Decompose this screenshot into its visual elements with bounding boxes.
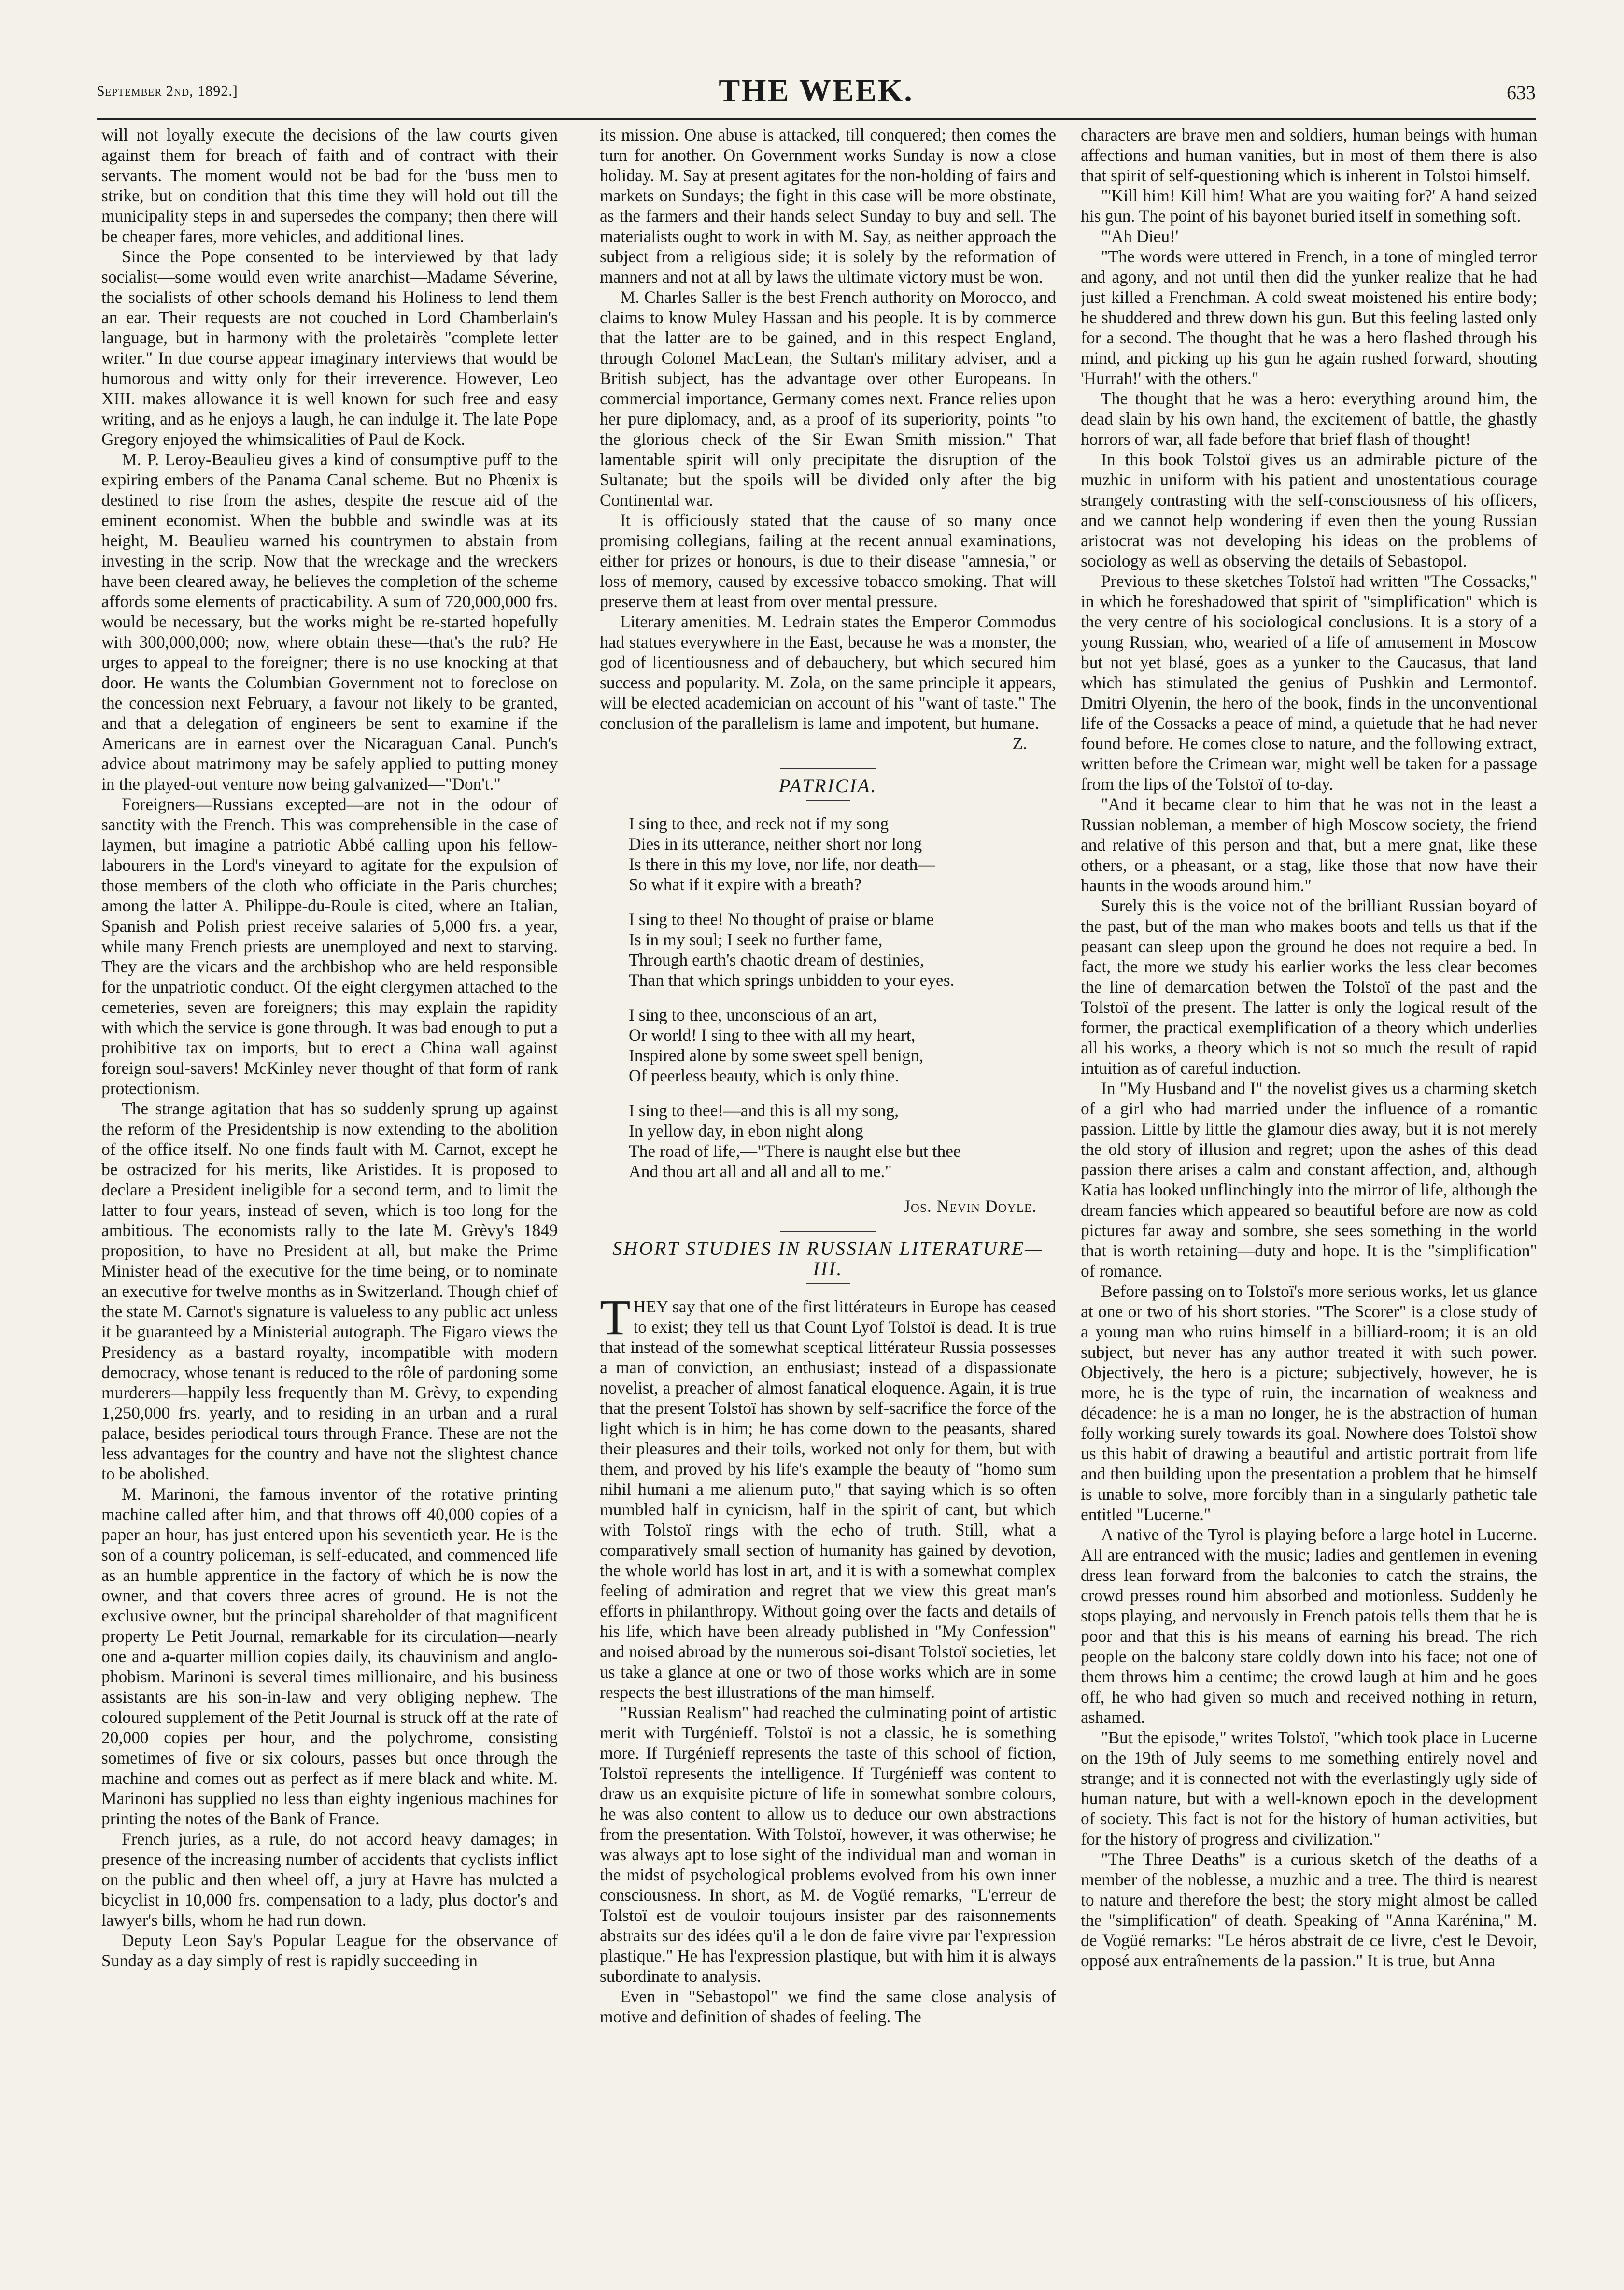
paragraph: M. Charles Saller is the best French authority on Morocco, and claims to know Muley Hassan and his people. It is by commerce that the latter are to be gained, and in this respect England, through Colonel MacLean, the Sultan's military adviser, and a British subject, has the advantage over other Europeans. In commercial importance, Germany comes next. France relies upon her pure diplomacy, and, as a proof of its superiority, points "to the glorious check of the Sir Ewan Smith mission." That lamentable spirit will only precipitate the disruption of the Sultanate; but the spoils will be divided only after the big Continental war. <box>600 287 1056 510</box>
paragraph: M. Marinoni, the famous inventor of the rotative printing machine called after him, and that throws off 40,000 copies of a paper an hour, has just entered upon his seventieth year. He is the son of a country policeman, is self-educated, and commenced life as an humble apprentice in the factory of which he is now the owner, and that covers three acres of ground. He is not the exclusive owner, but the principal shareholder of that magnificent property Le Petit Journal, remarkable for its circulation—nearly one and a-quarter million copies daily, its chauvinism and anglo-phobism. Marinoni is several times millionaire, and his business assistants are his son-in-law and very obliging nephew. The coloured supplement of the Petit Journal is struck off at the rate of 20,000 copies per hour, and the polychrome, consisting sometimes of five or six colours, passes but once through the machine and comes out as perfect as if mere black and white. M. Marinoni has supplied no less than eighty ingenious machines for printing the notes of the Bank of France. <box>101 1484 558 1828</box>
poem-stanza <box>629 909 1056 990</box>
poem <box>600 813 1056 1181</box>
section-divider <box>780 768 876 769</box>
poem-line: Or world! I sing to thee with all my heart, <box>629 1025 916 1045</box>
paragraph: The strange agitation that has so suddenly sprung up against the reform of the Presidentship is now extending to the abolition of the office itself. No one finds fault with M. Carnot, except he be ostracized for his merits, like Aristides. It is proposed to declare a President ineligible for a second term, and to limit the latter to four years, instead of seven, which is too long for the ambitious. The economists rally to the late M. Grèvy's 1849 proposition, to have no President at all, but make the Prime Minister head of the executive for the time being, or to nominate an executive for twelve months as in Switzerland. Though chief of the state M. Carnot's signature is valueless to any public act unless it be guaranteed by a Ministerial autograph. The Figaro views the Presidency as a bastard royalty, incompatible with modern democracy, whose tenant is reduced to the rôle of pardoning some murderers—happily less frequently than M. Grèvy, to expending 1,250,000 frs. yearly, and to residing in an urban and a rural palace, besides periodical tours through France. These are not the less advantages for the country and have not the slightest chance to be abolished. <box>101 1099 558 1483</box>
article-first-paragraph <box>600 1290 1056 1702</box>
column-2 <box>600 125 1056 2250</box>
paragraph: Surely this is the voice not of the brilliant Russian boyard of the past, but of the man who makes boots and tells us that if the peasant can sleep upon the ground he does not require a bed. In fact, the more we study his earlier works the less clear becomes the line of demarcation betwen the Tolstoï of the past and the Tolstoï of the present. The latter is only the logical result of the former, the practical exemplification of a theory which underlies all his works, a theory which is not so much the result of rapid intuition as of careful induction. <box>1081 896 1537 1078</box>
poem-line: Through earth's chaotic dream of destinies, <box>629 950 924 969</box>
paragraph: Foreigners—Russians excepted—are not in the odour of sanctity with the French. This was comprehensible in the case of laymen, but imagine a patriotic Abbé calling upon his fellow-labourers in the Lord's vineyard to agitate for the expulsion of those members of the cloth who officiate in the Paris churches; among the latter A. Philippe-du-Roule is cited, where an Italian, Spanish and Polish priest receive salaries of 5,000 frs. a year, while many French priests are unemployed and next to starving. They are the vicars and the archbishop who are held responsible for the unpatriotic conduct. Of the eight clergymen attached to the cemeteries, seven are foreigners; this may explain the rapidity with which the service is gone through. It was bad enough to put a prohibitive tax on imports, but to erect a China wall against foreign soul-savers! McKinley never thought of that form of rank protectionism. <box>101 795 558 1098</box>
poem-line: Is in my soul; I seek no further fame, <box>629 930 883 949</box>
column-1 <box>101 125 558 2250</box>
paragraph: "'Kill him! Kill him! What are you waiting for?' A hand seized his gun. The point of his bayonet buried itself in something soft. <box>1081 186 1537 226</box>
paragraph: Previous to these sketches Tolstoï had written "The Cossacks," in which he foreshadowed that spirit of "simplification" which is the very centre of his sociological conclusions. It is a story of a young Russian, who, wearied of a life of amusement in Moscow but not yet blasé, goes as a yunker to the Caucasus, that land which has stimulated the genius of Pushkin and Lermontof. Dmitri Olyenin, the hero of the book, finds in the unconventional life of the Cossacks a peace of mind, a quietude that he had never found before. He comes close to nature, and the following extract, written before the Crimean war, might well be taken for a passage from the lips of the Tolstoï of to-day. <box>1081 571 1537 794</box>
poem-line: Of peerless beauty, which is only thine. <box>629 1066 899 1085</box>
article-title: SHORT STUDIES IN RUSSIAN LITERATURE—III. <box>612 1237 1044 1280</box>
poem-line: I sing to thee! No thought of praise or blame <box>629 910 934 929</box>
poem-stanza <box>629 813 1056 895</box>
poem-line: I sing to thee, unconscious of an art, <box>629 1005 877 1024</box>
paragraph: "Russian Realism" had reached the culminating point of artistic merit with Turgénieff. Tolstoï is not a classic, he is something more. If Turgénieff represents the taste of this school of fiction, Tolstoï represents the intelligence. If Turgénieff was content to draw us an exquisite picture of life in somewhat sombre colours, he was also content to allow us to deduce our own abstractions from the presentation. With Tolstoï, however, it was otherwise; he was always apt to lose sight of the individual man and woman in the midst of psychological problems evolved from his own inner consciousness. In short, as M. de Vogüé remarks, "L'erreur de Tolstoï est de vouloir toujours insister par des raisonnements abstraits sur des idées qu'il a le don de faire vivre par l'expression plastique." He has l'expression plastique, but with him it is always subordinate to analysis. <box>600 1703 1056 1986</box>
paragraph: It is officiously stated that the cause of so many once promising collegians, failing at the recent annual examinations, either for prizes or honours, is due to their disease "amnesia," or loss of memory, caused by excessive tobacco smoking. That will preserve them at least from over mental pressure. <box>600 511 1056 611</box>
poem-line: Dies in its utterance, neither short nor long <box>629 834 922 853</box>
publication-title: THE WEEK. <box>719 73 914 108</box>
paragraph: In this book Tolstoï gives us an admirable picture of the muzhic in uniform with his patient and unostentatious courage strangely contrasting with the self-consciousness of his officers, and we cannot help wondering if even then the young Russian aristocrat was not developing his ideas on the problems of sociology as well as observing the details of Sebastopol. <box>1081 450 1537 570</box>
paragraph: "And it became clear to him that he was not in the least a Russian nobleman, a member of high Moscow society, the friend and relative of this person and that, but a mere gnat, like these others, or a pheasant, or a stag, like those that now have their haunts in the woods around him." <box>1081 795 1537 895</box>
poem-line: I sing to thee, and reck not if my song <box>629 814 889 833</box>
paragraph: Since the Pope consented to be interviewed by that lady socialist—some would even write anarchist—Madame Séverine, the socialists of other schools demand his Holiness to lend them an ear. Their requests are not couched in Lord Chamberlain's language, but in harmony with the proletairès "complete letter writer." In due course appear imaginary interviews that would be humorous and witty only for their irreverence. However, Leo XIII. makes allowance it is well known for such free and easy writing, and as he enjoys a laugh, he can indulge it. The late Pope Gregory enjoyed the whimsicalities of Paul de Kock. <box>101 247 558 449</box>
poem-line: The road of life,—"There is naught else but thee <box>629 1141 961 1161</box>
paragraph: Deputy Leon Say's Popular League for the observance of Sunday as a day simply of rest is rapidly succeeding in <box>101 1931 558 1970</box>
poem-line: And thou art all and all and all to me." <box>629 1162 892 1181</box>
masthead <box>97 72 1536 121</box>
paragraph: "But the episode," writes Tolstoï, "which took place in Lucerne on the 19th of July seems to me something entirely novel and strange; and it is connected not with the everlastingly ugly side of human nature, but with a well-known epoch in the development of society. This fact is not for the history of human activities, but for the history of progress and civilization." <box>1081 1728 1537 1849</box>
paragraph: French juries, as a rule, do not accord heavy damages; in presence of the increasing number of accidents that cyclists inflict on the public and then wheel off, a jury at Havre has mulcted a bicyclist in 10,000 frs. compensation to a lady, plus doctor's and lawyer's bills, whom he had run down. <box>101 1829 558 1930</box>
section-divider <box>806 800 850 801</box>
poem-line: So what if it expire with a breath? <box>629 875 862 894</box>
paragraph: "The Three Deaths" is a curious sketch of the deaths of a member of the noblesse, a muzhic and a tree. The third is nearest to nature and therefore the best; the story might almost be called the "simplification" of death. Speaking of "Anna Karénina," M. de Vogüé remarks: "Le héros abstrait de ce livre, c'est le Devoir, opposé aux entraînements de la passion." It is true, but Anna <box>1081 1849 1537 1970</box>
paragraph: its mission. One abuse is attacked, till conquered; then comes the turn for another. On Government works Sunday is now a close holiday. M. Say at present agitates for the non-holding of fairs and markets on Sundays; the fight in this case will be more obstinate, as the farmers and their hands select Sunday to buy and sell. The materialists ought to work in with M. Say, as neither approach the subject from a religious side; it is solely by the reformation of manners and not at all by laws the ultimate victory must be won. <box>600 125 1056 286</box>
paragraph: "'Ah Dieu!' <box>1101 227 1179 246</box>
paragraph: In "My Husband and I" the novelist gives us a charming sketch of a girl who had married under the influence of a romantic passion. Little by little the glamour dies away, but it is not merely the old story of illusion and regret; upon the ashes of this dead passion there arises a calm and constant affection, and, although Katia has looked unflinchingly into the mirror of life, although the dream fancies which appeared so beautiful before are now as cold pictures far away and sombre, she sees something in the world that is worth retaining—duty and hope. It is the "simplification" of romance. <box>1081 1079 1537 1280</box>
column-3 <box>1081 125 1537 2250</box>
page-number: 633 <box>1507 82 1536 103</box>
poem-stanza <box>629 1100 1056 1181</box>
paragraph: Literary amenities. M. Ledrain states the Emperor Commodus had statues everywhere in the East, because he was a monster, the god of licentiousness and of debauchery, but which secured him success and popularity. M. Zola, on the same principle it appears, will be elected academician on account of his "want of taste." The conclusion of the parallelism is lame and impotent, but humane. <box>600 612 1056 733</box>
signature: Z. <box>1012 734 1027 753</box>
section-divider <box>780 1231 876 1232</box>
poem-author: Jos. Nevin Doyle. <box>904 1196 1037 1216</box>
poem-line: I sing to thee!—and this is all my song, <box>629 1101 899 1120</box>
section-divider <box>806 1283 850 1284</box>
poem-title: PATRICIA. <box>778 775 877 797</box>
poem-line: Inspired alone by some sweet spell benign, <box>629 1046 924 1065</box>
paragraph: M. P. Leroy-Beaulieu gives a kind of consumptive puff to the expiring embers of the Panama Canal scheme. But no Phœnix is destined to rise from the ashes, despite the rescue aid of the eminent economist. When the bubble and swindle was at its height, M. Beaulieu warned his countrymen to abstain from investing in the scrip. Now that the wreckage and the wreckers have been cleared away, he believes the completion of the scheme affords some elements of practicability. A sum of 720,000,000 frs. would be necessary, but the works might be re-started hopefully with 300,000,000; now, where obtain these—that's the rub? He urges to appeal to the foreigner; there is no use knocking at that door. He wants the Columbian Government not to foreclose on the concession next February, a favour not likely to be granted, and that a delegation of engineers be sent to examine if the Americans are in earnest over the Nicaraguan Canal. Punch's advice about matrimony may be safely applied to putting money in the played-out venture now being galvanized—"Don't." <box>101 450 558 794</box>
poem-stanza <box>629 1005 1056 1086</box>
poem-line: Than that which springs unbidden to your eyes. <box>629 970 955 990</box>
poem-line: In yellow day, in ebon night along <box>629 1121 863 1140</box>
header-rule <box>97 118 1536 120</box>
paragraph: The thought that he was a hero: everything around him, the dead slain by his own hand, the excitement of battle, the ghastly horrors of war, all fade before that brief flash of thought! <box>1081 389 1537 449</box>
paragraph: characters are brave men and soldiers, human beings with human affections and human vanities, but in most of them there is also that spirit of self-questioning which is inherent in Tolstoi himself. <box>1081 125 1537 185</box>
paragraph: Even in "Sebastopol" we find the same close analysis of motive and definition of shades of feeling. The <box>600 1987 1056 2026</box>
paragraph: will not loyally execute the decisions of the law courts given against them for breach of faith and of contract with their servants. The moment would not be bad for the 'buss men to strike, but on condition that this time they will hold out till the municipality steps in and supersedes the company; then there will be cheaper fares, more vehicles, and additional lines. <box>101 125 558 246</box>
paragraph: Before passing on to Tolstoï's more serious works, let us glance at one or two of his short stories. "The Scorer" is a close study of a young man who ruins himself in a billiard-room; it is an old subject, but never has any author treated it with such power. Objectively, the hero is a picture; subjectively, however, he is more, he is the type of ruin, the incarnation of weakness and décadence: he is a man no longer, he is the abstraction of human folly working surely towards its goal. Nowhere does Tolstoï show us this habit of drawing a beautiful and artistic portrait from life and then building upon the presentation a problem that he himself is unable to solve, more forcibly than in a singularly pathetic tale entitled "Lucerne." <box>1081 1281 1537 1524</box>
poem-line: Is there in this my love, nor life, nor death— <box>629 854 935 874</box>
paragraph: "The words were uttered in French, in a tone of mingled terror and agony, and not until then did the yunker realize that he had just killed a Frenchman. A cold sweat moistened his entire body; he shuddered and threw down his gun. But this feeling lasted only for a second. The thought that he was a hero flashed through his mind, and picking up his gun he again rushed forward, shouting 'Hurrah!' with the others." <box>1081 247 1537 388</box>
drop-cap: T <box>600 1290 631 1345</box>
paragraph-text: HEY say that one of the first littérateurs in Europe has ceased to exist; they tell us that Count Lyof Tolstoï is dead. It is true that instead of the somewhat sceptical littérateur Russia possesses a man of conviction, an enthusiast; instead of a dispassionate novelist, a preacher of almost fanatical eloquence. Again, it is true that the present Tolstoï has shown by self-sacrifice the force of the light which is in him; he has come down to the peasants, shared their pleasures and their toils, worked not only for them, but with them, and proved by his life's example the beauty of "homo sum nihil humani a me alienum puto," that saying which is so often mumbled half in cynicism, half in the spirit of cant, but which with Tolstoï rings with the echo of truth. Still, what a comparatively small section of humanity has gained by devotion, the whole world has lost in art, and it is with a somewhat complex feeling of admiration and regret that we view this great man's efforts in philanthropy. Without going over the facts and details of his life, which have been already published in "My Confession" and noised abroad by the numerous soi-disant Tolstoï societies, let us take a glance at one or two of those works which are in some respects the best illustrations of the man himself. <box>600 1297 1056 1702</box>
paragraph: A native of the Tyrol is playing before a large hotel in Lucerne. All are entranced with the music; ladies and gentlemen in evening dress lean forward from the balconies to catch the strains, the crowd presses round him absorbed and motionless. Suddenly he stops playing, and nervously in French patois tells them that he is poor and that this is his means of earning his bread. The rich people on the balcony stare coldly down into his face; not one of them throws him a centime; the crowd laugh at him and he goes off, he who had given so much and received nothing in return, ashamed. <box>1081 1525 1537 1727</box>
issue-date: September 2nd, 1892.] <box>97 83 238 99</box>
